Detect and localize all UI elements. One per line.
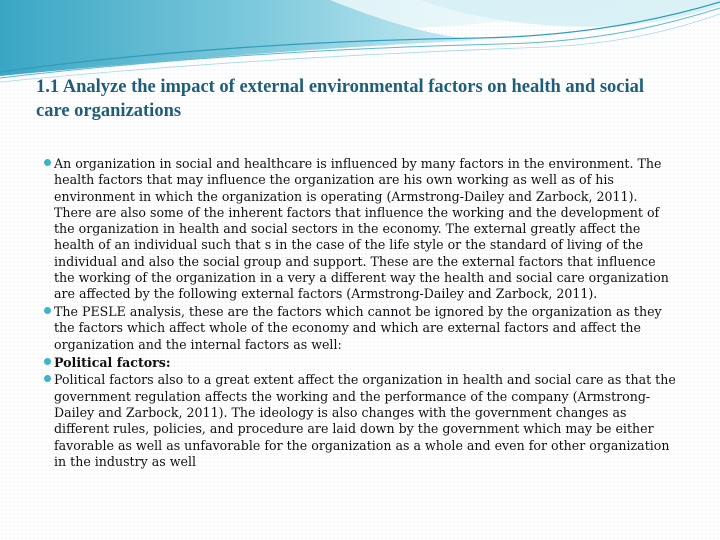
bullet-text: Political factors also to a great extent affect the organization in health and social care as that the government regulation affects the working and the performance of the company (Armstrong-Dailey and Zarbock, 2011). The ideology is also changes with the government changes as different rules, policies, and procedure are laid down by the government which may be either favorable as well as unfavorable for the organization as a whole and even for other organization in the industry as well [54,372,676,469]
bullet-item [44,304,678,353]
bullet-dot-icon [44,358,51,365]
bullet-list [44,156,678,472]
bullet-item [44,156,678,303]
bullet-text: An organization in social and healthcare is influenced by many factors in the environment. The health factors that may influence the organization are his own working as well as of his environment in which the organization is operating (Armstrong-Dailey and Zarbock, 2011). There are also some of the inherent factors that influence the working and the development of the organization in health and social sectors in the economy. The external greatly affect the health of an individual such that s in the case of the life style or the standard of living of the individual and also the social group and support. These are the external factors that influence the working of the organization in a very a different way the health and social care organization are affected by the following external factors (Armstrong-Dailey and Zarbock, 2011). [54,156,669,302]
slide-title: 1.1 Analyze the impact of external environmental factors on health and social care organizations [36,77,645,121]
bullet-dot-icon [44,307,51,314]
bullet-dot-icon [44,159,51,166]
bullet-item [44,372,678,470]
decorative-wave-banner [0,0,720,84]
bullet-item [44,355,678,371]
bullet-heading-political-factors: Political factors: [54,354,171,370]
bullet-text: The PESLE analysis, these are the factors which cannot be ignored by the organization as they the factors which affect whole of the economy and which are external factors and affect the organization and the internal factors as well: [54,304,662,352]
bullet-dot-icon [44,375,51,382]
